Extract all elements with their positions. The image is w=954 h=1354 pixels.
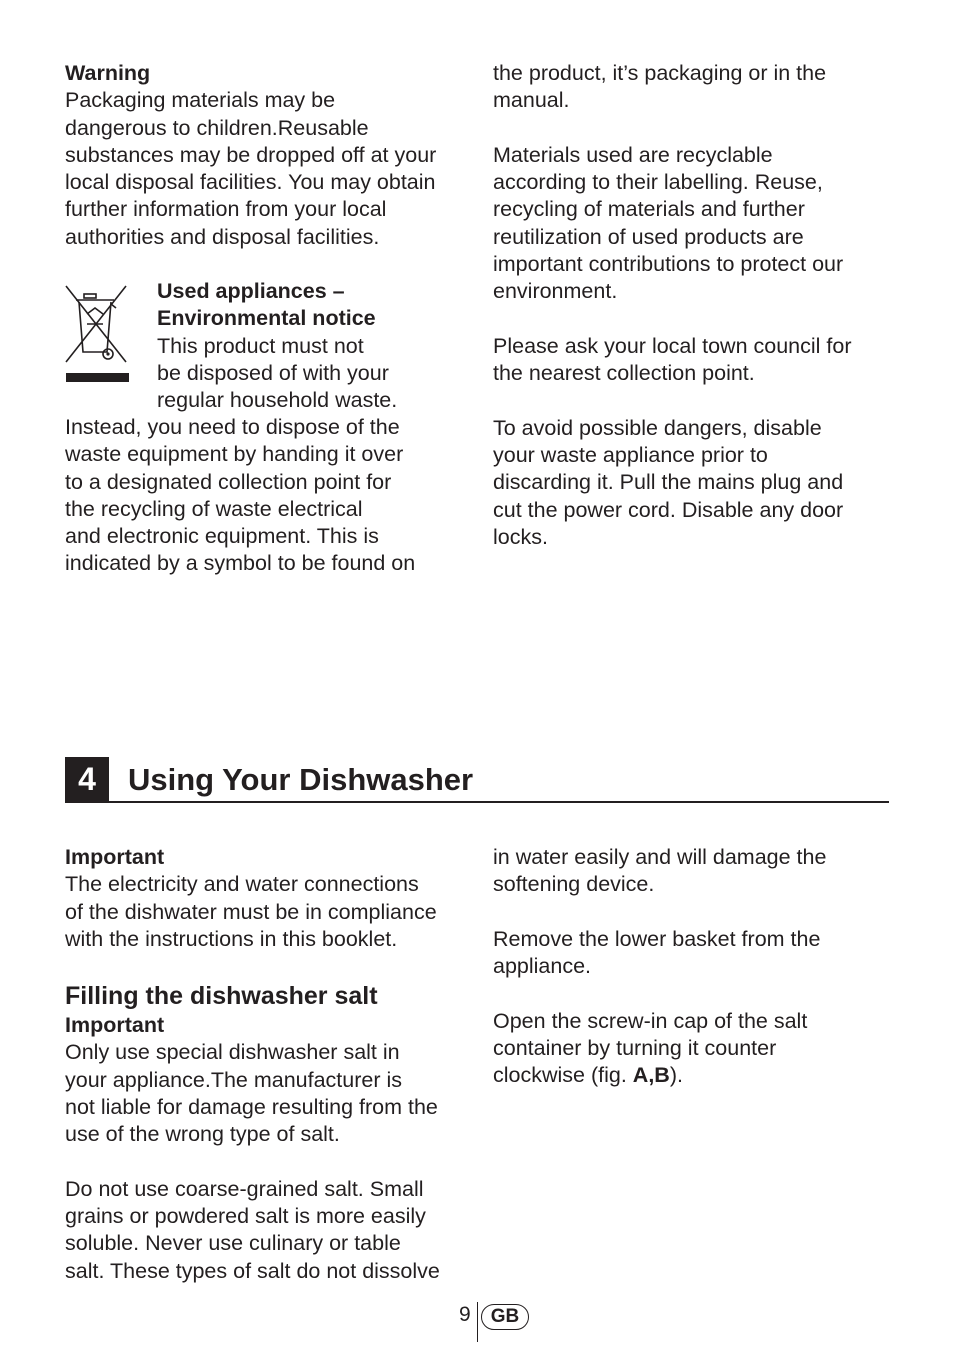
- text-line: reutilization of used products are: [493, 224, 804, 249]
- text-line: in water easily and will damage the: [493, 845, 827, 869]
- text-line: further information from your local: [65, 197, 387, 222]
- section-number: 4: [65, 757, 109, 802]
- text-line: Only use special dishwasher salt in: [65, 1040, 400, 1065]
- text-line: appliance.: [493, 954, 592, 979]
- weee-notice-block: [157, 278, 457, 414]
- text-line: your appliance.The manufacturer is: [65, 1067, 403, 1092]
- figure-reference: A,B: [632, 1063, 670, 1088]
- text-line: This product must not: [157, 333, 364, 358]
- text-line: To avoid possible dangers, disable: [493, 415, 822, 440]
- crossed-out-wheelie-bin-icon: [64, 284, 130, 384]
- warning-heading: Warning: [65, 61, 151, 85]
- text-line: cut the power cord. Disable any door: [493, 497, 844, 522]
- text-line: manual.: [493, 88, 570, 113]
- text-line: the recycling of waste electrical: [65, 496, 363, 521]
- text-line: Please ask your local town council for: [493, 333, 852, 358]
- text-line: waste equipment by handing it over: [65, 442, 404, 467]
- text-line: to a designated collection point for: [65, 469, 392, 494]
- text-line: locks.: [493, 525, 548, 550]
- text-line: and electronic equipment. This is: [65, 524, 379, 549]
- text-line: environment.: [493, 279, 618, 304]
- text-line: recycling of materials and further: [493, 197, 805, 222]
- footer-divider: [477, 1302, 478, 1342]
- text-line: Instead, you need to dispose of the: [65, 415, 400, 439]
- text-run: clockwise (fig.: [493, 1063, 633, 1088]
- text-line: grains or powdered salt is more easily: [65, 1204, 426, 1229]
- region-badge: GB: [481, 1304, 529, 1330]
- weee-heading: Environmental notice: [157, 306, 376, 331]
- salt-block: [65, 980, 465, 1285]
- text-line: Packaging materials may be: [65, 88, 336, 113]
- important-block: [65, 844, 465, 953]
- text-line: soluble. Never use culinary or table: [65, 1231, 401, 1256]
- weee-heading: Used appliances –: [157, 279, 345, 303]
- section-title: Using Your Dishwasher: [128, 762, 474, 797]
- important-heading: Important: [65, 845, 165, 869]
- subsection-title: Filling the dishwasher salt: [65, 982, 378, 1010]
- text-line: [493, 1062, 893, 1089]
- text-line: softening device.: [493, 872, 655, 897]
- text-line: dangerous to children.Reusable: [65, 115, 369, 140]
- warning-block: [65, 60, 465, 251]
- text-line: discarding it. Pull the mains plug and: [493, 470, 844, 495]
- text-line: authorities and disposal facilities.: [65, 224, 380, 249]
- text-line: container by turning it counter: [493, 1036, 777, 1061]
- text-run: ).: [669, 1063, 683, 1088]
- text-line: local disposal facilities. You may obtain: [65, 170, 436, 195]
- section-divider: [65, 801, 889, 803]
- text-line: regular household waste.: [157, 388, 398, 413]
- text-line: salt. These types of salt do not dissolve: [65, 1258, 440, 1283]
- text-line: indicated by a symbol to be found on: [65, 551, 416, 576]
- text-line: Materials used are recyclable: [493, 142, 773, 167]
- text-line: not liable for damage resulting from the: [65, 1094, 438, 1119]
- weee-body-block: [65, 414, 465, 578]
- text-line: The electricity and water connections: [65, 872, 419, 897]
- bottom-right-column: [493, 844, 893, 1090]
- important-heading: Important: [65, 1013, 165, 1037]
- top-right-column: [493, 60, 893, 551]
- text-line: your waste appliance prior to: [493, 443, 768, 468]
- text-line: substances may be dropped off at your: [65, 142, 437, 167]
- text-line: with the instructions in this booklet.: [65, 926, 398, 951]
- text-line: according to their labelling. Reuse,: [493, 170, 823, 195]
- text-line: Open the screw-in cap of the salt: [493, 1008, 808, 1033]
- text-line: the nearest collection point.: [493, 361, 755, 386]
- text-line: use of the wrong type of salt.: [65, 1122, 340, 1147]
- text-line: be disposed of with your: [157, 360, 389, 385]
- page-number: 9: [459, 1303, 471, 1326]
- text-line: the product, it’s packaging or in the: [493, 61, 827, 85]
- text-line: important contributions to protect our: [493, 252, 844, 277]
- text-line: Remove the lower basket from the: [493, 926, 821, 951]
- text-line: Do not use coarse-grained salt. Small: [65, 1176, 424, 1201]
- text-line: of the dishwater must be in compliance: [65, 899, 437, 924]
